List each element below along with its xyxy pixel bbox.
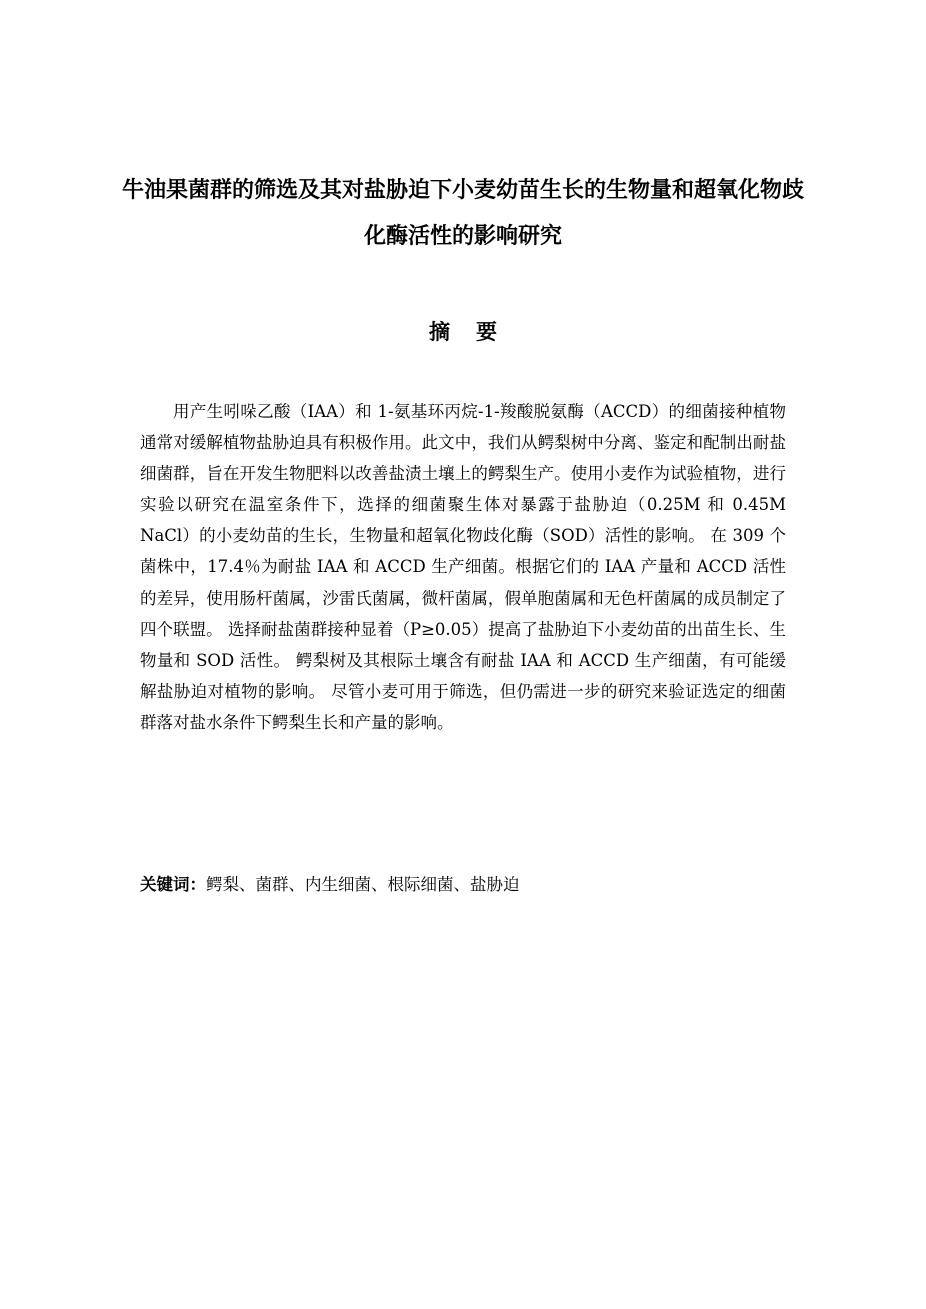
keywords-label: 关键词：	[140, 875, 206, 894]
keywords-text: 鳄梨、菌群、内生细菌、根际细菌、盐胁迫	[206, 875, 520, 894]
keywords-line	[140, 872, 786, 898]
paper-title: 牛油果菌群的筛选及其对盐胁迫下小麦幼苗生长的生物量和超氧化物歧化酶活性的影响研究	[121, 178, 804, 249]
abstract-body: 用产生吲哚乙酸（IAA）和 1-氨基环丙烷-1-羧酸脱氨酶（ACCD）的细菌接种植物通常对缓解植物盐胁迫具有积极作用。此文中，我们从鳄梨树中分离、鉴定和配制出耐盐细菌群，旨在开发生物肥料以改善盐渍土壤上的鳄梨生产。使用小麦作为试验植物，进行实验以研究在温室条件下，选择的细菌聚生体对暴露于盐胁迫（0.25M 和 0.45M NaCl）的小麦幼苗的生长，生物量和超氧化物歧化酶（SOD）活性的影响。 在 309 个菌株中，17.4％为耐盐 IAA 和 ACCD 生产细菌。根据它们的 IAA 产量和 ACCD 活性的差异，使用肠杆菌属，沙雷氏菌属，微杆菌属，假单胞菌属和无色杆菌属的成员制定了四个联盟。 选择耐盐菌群接种显着（P≥0.05）提高了盐胁迫下小麦幼苗的出苗生长、生物量和 SOD 活性。 鳄梨树及其根际土壤含有耐盐 IAA 和 ACCD 生产细菌，有可能缓解盐胁迫对植物的影响。 尽管小麦可用于筛选，但仍需进一步的研究来验证选定的细菌群落对盐水条件下鳄梨生长和产量的影响。	[140, 402, 786, 732]
abstract-heading: 摘要	[429, 320, 523, 344]
